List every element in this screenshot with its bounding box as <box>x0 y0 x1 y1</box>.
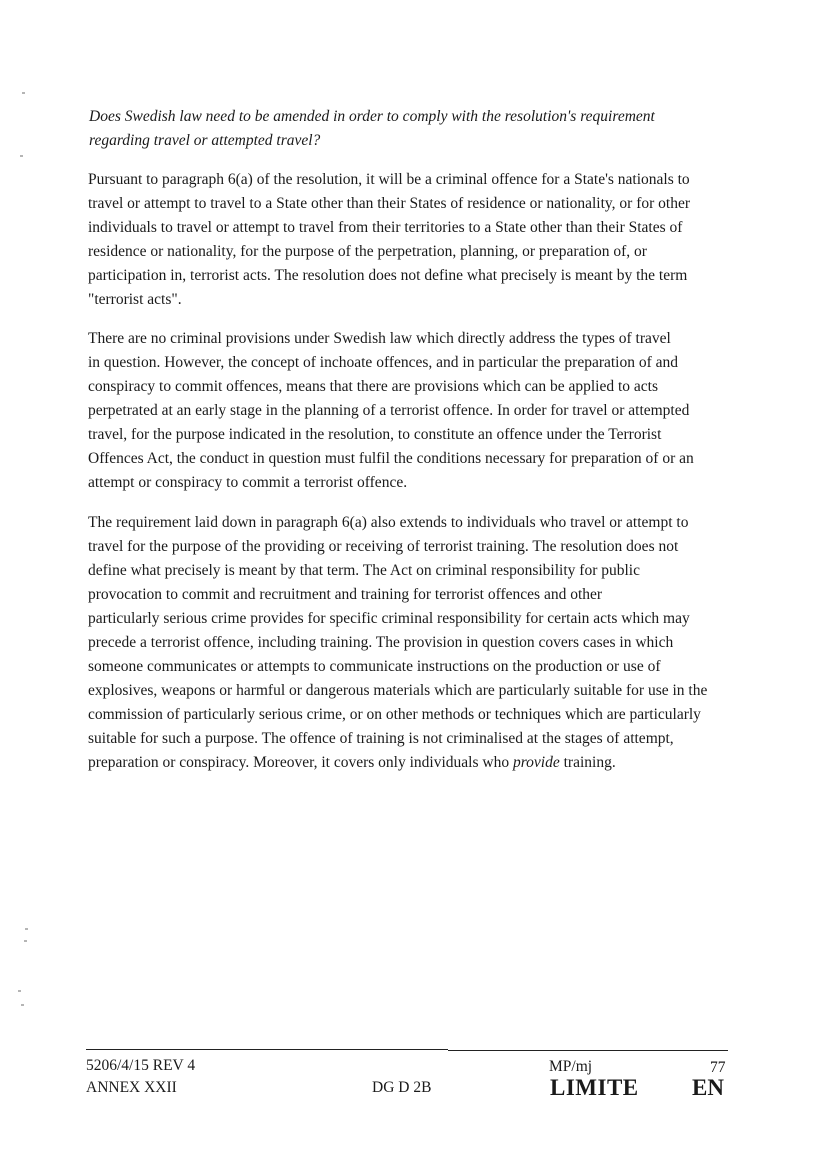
emphasis-provide: provide <box>512 754 560 771</box>
text-line: travel for the purpose of the providing or receiving of terrorist training. The resolution does not <box>88 538 679 555</box>
scan-speck <box>25 928 28 930</box>
text-line-last <box>88 751 733 775</box>
text-fragment: training. <box>559 754 616 771</box>
text-line: perpetrated at an early stage in the planning of a terrorist offence. In order for travel or attempted <box>88 402 690 419</box>
text-line: commission of particularly serious crime, or on other methods or techniques which are particularly <box>88 706 701 723</box>
text-line: There are no criminal provisions under Swedish law which directly address the types of travel <box>88 330 671 347</box>
scan-speck <box>22 92 25 94</box>
text-line: residence or nationality, for the purpose of the perpetration, planning, or preparation of, or <box>88 243 647 260</box>
text-line: individuals to travel or attempt to travel from their territories to a State other than their States of <box>88 219 683 236</box>
page-number: 77 <box>710 1059 726 1076</box>
question-line: regarding travel or attempted travel? <box>89 132 321 149</box>
document-reference: 5206/4/15 REV 4 <box>86 1057 196 1074</box>
text-line: someone communicates or attempts to communicate instructions on the production or use of <box>88 658 661 675</box>
text-line: travel or attempt to travel to a State other than their States of residence or nationality, or for other <box>88 195 690 212</box>
text-line: precede a terrorist offence, including training. The provision in question covers cases in which <box>88 634 674 651</box>
scan-speck <box>24 940 27 942</box>
footer-rule <box>86 1049 448 1050</box>
scan-speck <box>21 1004 24 1006</box>
author-initials: MP/mj <box>549 1058 593 1075</box>
text-line: in question. However, the concept of inchoate offences, and in particular the preparation of and <box>88 354 679 371</box>
text-line: particularly serious crime provides for specific criminal responsibility for certain acts which may <box>88 610 690 627</box>
scan-speck <box>18 990 21 992</box>
language-code: EN <box>692 1075 724 1100</box>
scan-speck <box>20 155 23 157</box>
paragraph-swedish-provisions <box>88 327 733 495</box>
directorate-label: DG D 2B <box>372 1079 432 1096</box>
text-line: define what precisely is meant by that term. The Act on criminal responsibility for public <box>88 562 640 579</box>
text-line: attempt or conspiracy to commit a terrorist offence. <box>88 474 408 491</box>
text-line: provocation to commit and recruitment and training for terrorist offences and other <box>88 586 603 603</box>
text-line: conspiracy to commit offences, means that there are provisions which can be applied to acts <box>88 378 659 395</box>
text-line: travel, for the purpose indicated in the resolution, to constitute an offence under the Terrorist <box>88 426 662 443</box>
text-fragment: preparation or conspiracy. Moreover, it covers only individuals who <box>88 754 513 771</box>
text-line: The requirement laid down in paragraph 6(a) also extends to individuals who travel or attempt to <box>88 514 689 531</box>
classification-marking: LIMITE <box>550 1075 639 1100</box>
text-line: Pursuant to paragraph 6(a) of the resolution, it will be a criminal offence for a State's nationals to <box>88 171 690 188</box>
text-line: suitable for such a purpose. The offence of training is not criminalised at the stages of attempt, <box>88 730 674 747</box>
text-line: "terrorist acts". <box>88 291 182 308</box>
text-line: participation in, terrorist acts. The resolution does not define what precisely is meant by the term <box>88 267 688 284</box>
text-line: Offences Act, the conduct in question must fulfil the conditions necessary for preparation of or an <box>88 450 694 467</box>
footer-rule <box>448 1050 728 1051</box>
paragraph-resolution-requirement <box>88 168 733 312</box>
question-line: Does Swedish law need to be amended in order to comply with the resolution's requirement <box>89 108 655 125</box>
question-heading <box>89 105 729 153</box>
text-line: explosives, weapons or harmful or dangerous materials which are particularly suitable for use in the <box>88 682 708 699</box>
paragraph-terrorist-training <box>88 511 733 775</box>
annex-label: ANNEX XXII <box>86 1079 177 1096</box>
